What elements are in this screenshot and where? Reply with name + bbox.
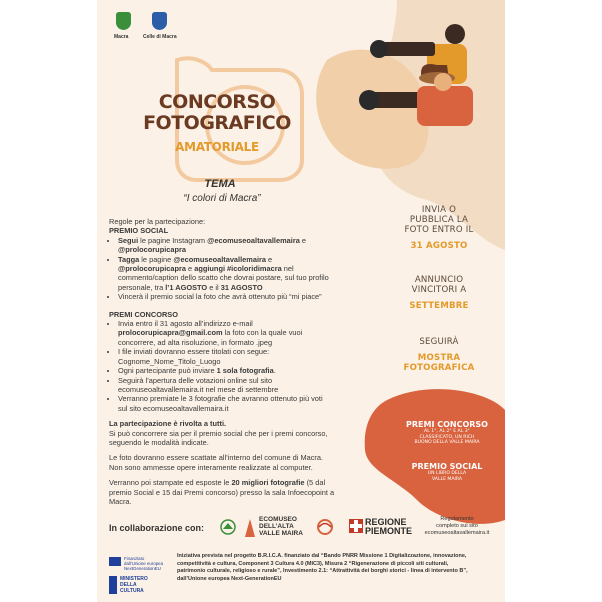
regione-piemonte-label: REGIONE PIEMONTE	[365, 517, 413, 536]
announcement-month: SETTEMBRE	[409, 301, 469, 311]
tema-label: TEMA	[204, 178, 236, 190]
ecomuseo-logo-mark	[243, 517, 257, 539]
title-concorso: CONCORSO FOTOGRAFICO	[143, 91, 291, 134]
deadline-date: 31 AGOSTO	[410, 241, 468, 251]
collab-label: In collaborazione con:	[109, 523, 205, 533]
photographers-illustration	[357, 20, 505, 130]
paragraph-both-prizes: Si può concorrere sia per il premio social che per i premi concorso, seguendo le modalità indicate.	[109, 428, 328, 447]
concorso-rule-voting: • Seguirà l’apertura delle votazioni online sul sito ecomuseoaltavallemaira.it nel mese di settembre	[118, 376, 389, 395]
concorso-rule-send: • Invia entro il 31 agosto all’indirizzo e-mail prolocorupicapra@gmail.com la foto con la quale vuoi concorrere, ad alta risoluzione, in formato .jpeg	[118, 319, 389, 347]
concorso-rule-prizes: • Verranno premiate le 3 fotografie che avranno ottenuto più voti sul sito ecomuseoaltavallemaira.it	[118, 394, 389, 413]
tema-subtitle: “I colori di Macra”	[183, 193, 261, 204]
prize-concorso: PREMI CONCORSO AL 1°, AL 2° E AL 3° CLASSIFICATO, UN RICH BUONO DELLA VALLE MAIRA	[406, 420, 488, 446]
regione-piemonte-flag	[349, 519, 363, 533]
social-heading: PREMIO SOCIAL	[109, 226, 169, 236]
ministero-label: MINISTERO DELLA CULTURA	[120, 576, 148, 594]
rules-heading: Regole per la partecipazione:	[109, 217, 206, 226]
paragraph-exhibition: Verranno poi stampate ed esposte le 20 migliori fotografie (5 dal premio Social e 15 dai Premi concorso) presso la sala Infoecopoint a Macra.	[109, 478, 335, 506]
title-amatoriale: AMATORIALE	[175, 140, 259, 154]
crest-macra	[116, 12, 131, 30]
ministero-logo-mark	[109, 576, 117, 594]
eu-flag	[109, 557, 121, 566]
crest-celle-di-macra	[152, 12, 167, 30]
deadline-block: INVIA O PUBBLICA LA FOTO ENTRO IL 31 AGOSTO	[393, 205, 485, 251]
regolamento-note: Regolamento completo sul sito ecomuseoaltavallemaira.it	[424, 516, 490, 536]
exhibition-block: SEGUIRÀ MOSTRA FOTOGRAFICA	[403, 337, 475, 373]
social-rule-tag: • Tagga le pagine @ecomuseoaltavallemaira e @prolocorupicapra e aggiungi #icoloridimacra nel commento/caption dello scatto che dovrai postare, sul tuo profilo personale, tra l’1 AGOSTO e il 31 AGOSTO	[118, 255, 389, 293]
announcement-block: ANNUNCIO VINCITORI A SETTEMBRE	[393, 275, 485, 311]
social-rule-follow: • Segui le pagine Instagram @ecomuseoaltavallemaira e @prolocorupicapra	[118, 236, 389, 255]
contact-email: prolocorupicapra@gmail.com	[118, 328, 223, 338]
open-to-all: La partecipazione è rivolta a tutti.	[109, 419, 227, 429]
poster	[97, 0, 505, 602]
footer	[107, 542, 497, 602]
proloco-logo	[217, 518, 239, 536]
eu-funding-label: Finanziato dall’Unione europea NextGenerationEU	[124, 556, 164, 571]
initiative-text: Iniziativa prevista nel progetto B.R.I.C.A. finanziato dal “Bando PNRR Missione 1 Digitalizzazione, innovazione, competitività e cultura, Component 3 Cultura 4.0 (MIC3), Misura 2 “Rigenerazione di piccoli siti culturali, patrimonio culturale, religioso e rurale”, Investimento 2.1: “Attrattività dei borghi storici - linea di intervento B”, dall’Unione europea Next-GenerationEU	[177, 553, 468, 582]
ecomuseo-logo-text: ECOMUSEO DELL’ALTA VALLE MAIRA	[259, 516, 303, 537]
social-rule-winner: • Vincerà il premio social la foto che avrà ottenuto più “mi piace”	[118, 292, 389, 301]
rules-section	[109, 217, 389, 506]
paragraph-location: Le foto dovranno essere scattate all’interno del comune di Macra. Non sono ammesse opere interamente realizzate al computer.	[109, 453, 324, 472]
swirl-logo	[313, 518, 337, 536]
concorso-rule-filename: • I file inviati dovranno essere titolati con segue: Cognome_Nome_Titolo_Luogo	[118, 347, 389, 366]
concorso-rule-one-photo: • Ogni partecipante può inviare 1 sola fotografia.	[118, 366, 389, 375]
concorso-heading: PREMI CONCORSO	[109, 309, 178, 319]
prize-social: PREMIO SOCIAL UN LIBRO DELLA VALLE MAIRA	[411, 462, 483, 482]
crest-celle-label: Celle di Macra	[143, 34, 177, 40]
crest-macra-label: Macra	[114, 34, 129, 40]
